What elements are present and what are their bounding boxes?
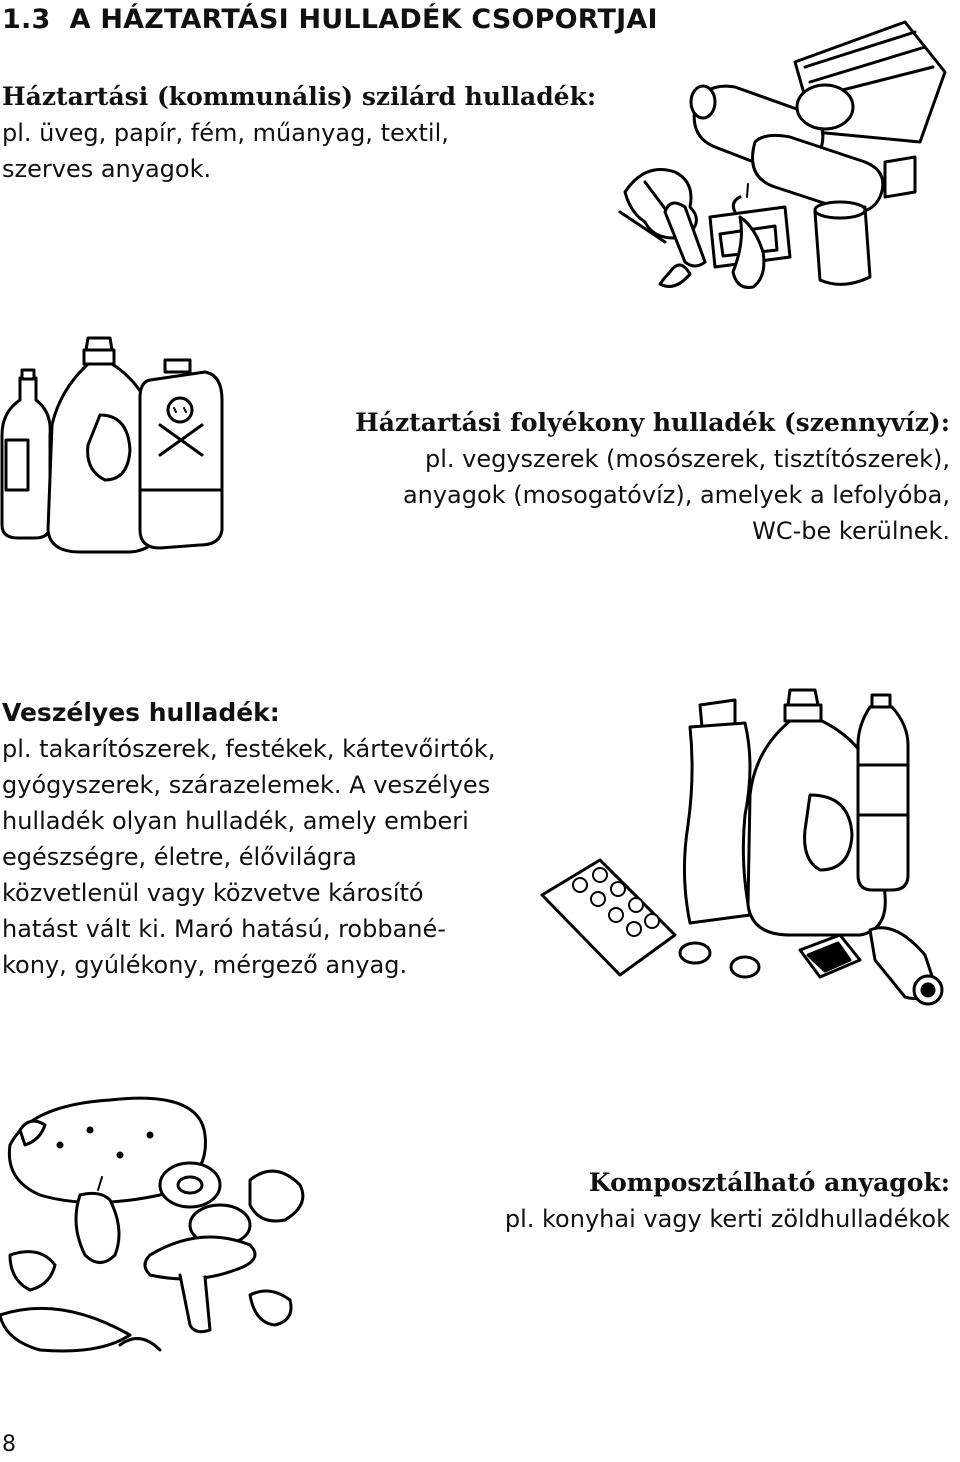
hazardous-waste-line: pl. takarítószerek, festékek, kártevőirtók,: [2, 735, 496, 763]
page-number: 8: [2, 1432, 16, 1457]
hazardous-waste-line: közvetlenül vagy közvetve károsító: [2, 879, 424, 907]
solid-waste-line: pl. üveg, papír, fém, műanyag, textil,: [2, 119, 449, 147]
compost-food-scraps-icon: [0, 1085, 320, 1375]
chemical-bottles-icon: [0, 330, 230, 560]
liquid-waste-line: anyagok (mosogatóvíz), amelyek a lefolyóba,: [402, 481, 950, 509]
household-trash-pile-icon: [615, 12, 955, 302]
hazardous-waste-line: gyógyszerek, szárazelemek. A veszélyes: [2, 771, 491, 799]
liquid-waste-title: Háztartási folyékony hulladék (szennyvíz):: [355, 408, 950, 437]
section-title: A HÁZTARTÁSI HULLADÉK CSOPORTJAI: [69, 4, 658, 35]
hazardous-waste-line: hatást vált ki. Maró hatású, robbané-: [2, 915, 446, 943]
liquid-waste-line: pl. vegyszerek (mosószerek, tisztítószerek),: [424, 445, 950, 473]
hazardous-items-icon: [540, 685, 955, 1015]
solid-waste-line: szerves anyagok.: [2, 155, 212, 183]
hazardous-waste-title: Veszélyes hulladék:: [2, 698, 280, 727]
liquid-waste-block: [330, 404, 950, 549]
compost-title: Komposztálható anyagok:: [588, 1168, 950, 1197]
compost-line: pl. konyhai vagy kerti zöldhulladékok: [504, 1205, 950, 1233]
solid-waste-title: Háztartási (kommunális) szilárd hulladék:: [2, 82, 597, 111]
hazardous-waste-block: [2, 694, 495, 983]
hazardous-waste-line: egészségre, életre, élővilágra: [2, 843, 357, 871]
section-heading: [2, 4, 658, 35]
hazardous-waste-line: kony, gyúlékony, mérgező anyag.: [2, 951, 408, 979]
hazardous-waste-line: hulladék olyan hulladék, amely emberi: [2, 807, 469, 835]
solid-waste-block: [2, 78, 596, 187]
liquid-waste-line: WC-be kerülnek.: [752, 517, 950, 545]
section-number: 1.3: [2, 4, 51, 35]
compost-block: [460, 1164, 950, 1237]
